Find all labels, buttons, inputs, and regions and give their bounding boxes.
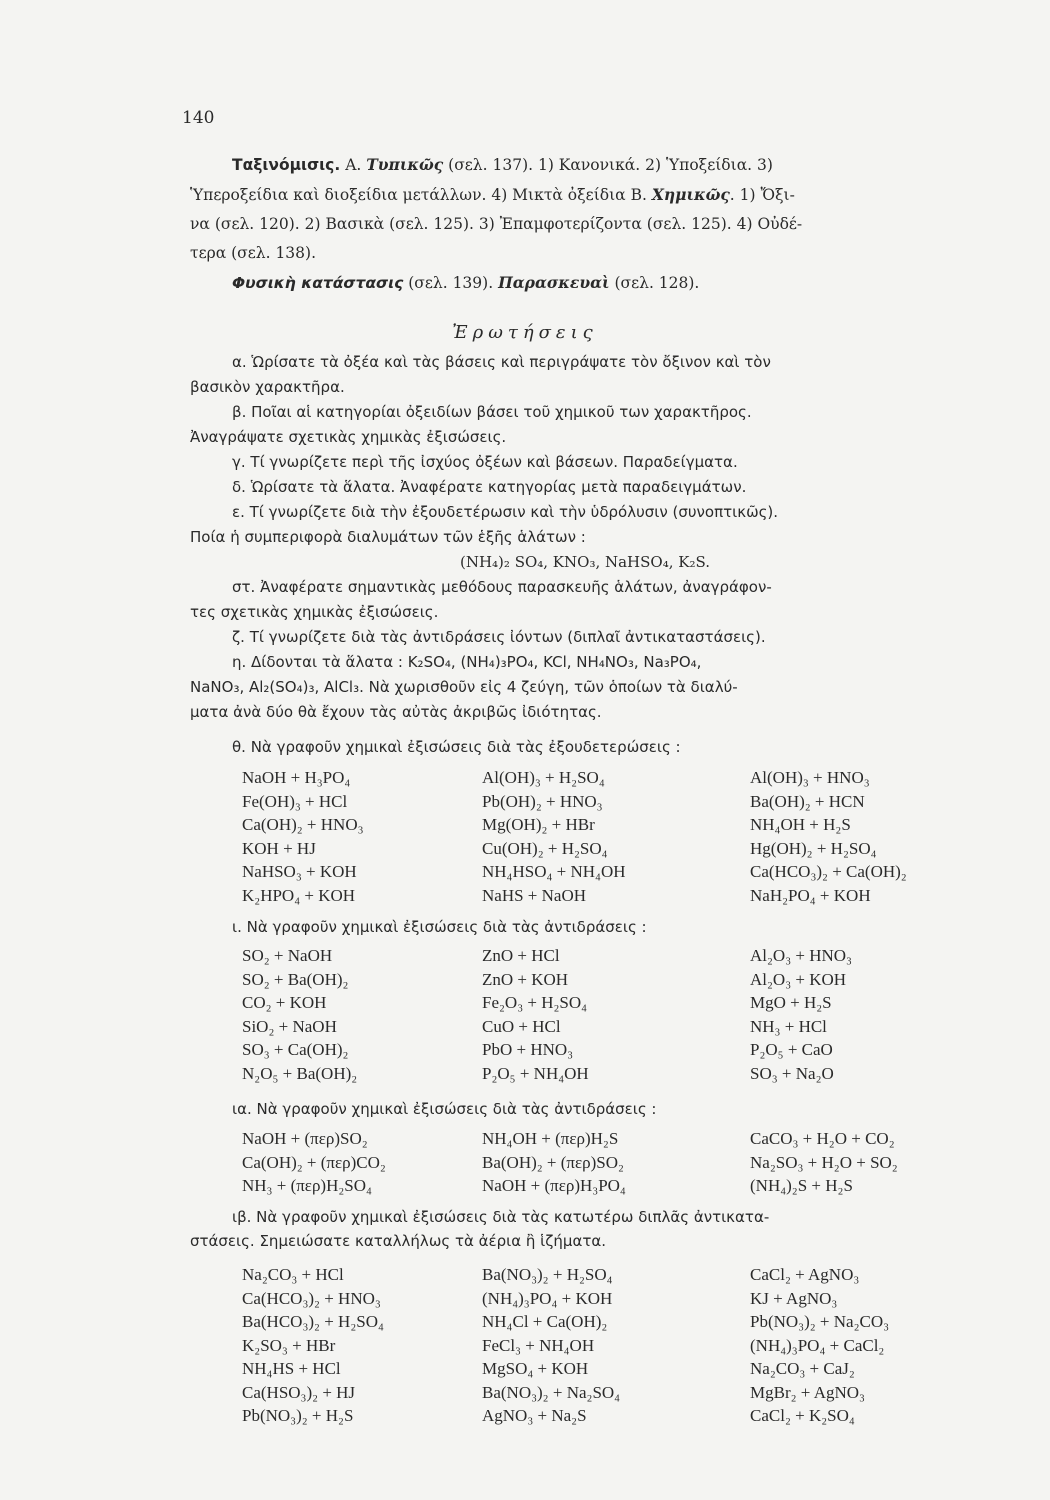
ib-heading-line2: στάσεις. Σημειώσατε καταλλήλως τὰ ἀέρια ἢ ἱζήματα.: [190, 1232, 607, 1250]
equation-row: [242, 1015, 982, 1039]
ib-heading-line1: ιβ. Νὰ γραφοῦν χημικαὶ ἐξισώσεις διὰ τὰς κατωτέρω διπλᾶς ἀντικατα-: [232, 1208, 770, 1226]
equation-cell: MgO + H₂S: [750, 993, 832, 1012]
equation-cell: Fe(OH)₃ + HCl: [242, 791, 348, 811]
equation-cell: NaHSO₃ + KOH: [242, 862, 357, 881]
equation-cell: Ca(OH)₂ + (περ)CO₂: [242, 1152, 386, 1172]
equation-cell: Ca(HCO₃)₂ + Ca(OH)₂: [750, 862, 907, 881]
equation-cell: Pb(NO₃)₂ + Na₂CO₃: [750, 1312, 890, 1331]
equation-cell: NaOH + H₃PO₄: [242, 768, 351, 787]
equation-row: [242, 766, 982, 790]
ia-heading: ια. Νὰ γραφοῦν χημικαὶ ἐξισώσεις διὰ τὰς ἀντιδράσεις :: [232, 1100, 657, 1118]
equation-cell: Ba(NO₃)₂ + Na₂SO₄: [482, 1382, 621, 1402]
equation-cell: NH₄OH + H₂S: [750, 815, 851, 834]
equation-cell: Ba(NO₃)₂ + H₂SO₄: [482, 1265, 613, 1284]
equation-row: [242, 968, 982, 992]
equation-cell: NaHS + NaOH: [482, 885, 587, 905]
theta-heading: θ. Νὰ γραφοῦν χημικαὶ ἐξισώσεις διὰ τὰς ἐξουδετερώσεις :: [232, 738, 681, 756]
equation-row: [242, 837, 982, 861]
equation-row: [242, 1174, 982, 1198]
equation-cell: NH₄OH + (περ)H₂S: [482, 1129, 619, 1148]
equation-cell: MgBr₂ + AgNO₃: [750, 1382, 865, 1402]
equation-row: [242, 1334, 982, 1358]
equation-row: [242, 1381, 982, 1405]
equation-cell: ZnO + HCl: [482, 946, 560, 965]
equation-row: [242, 790, 982, 814]
equation-cell: Hg(OH)₂ + H₂SO₄: [750, 838, 877, 858]
equation-cell: NH₄HS + HCl: [242, 1359, 341, 1378]
equation-cell: AgNO₃ + Na₂S: [482, 1406, 587, 1425]
equation-cell: Ca(HCO₃)₂ + HNO₃: [242, 1288, 381, 1308]
equation-cell: CaCO₃ + H₂O + CO₂: [750, 1129, 895, 1148]
chemikos-term: Χημικῶς: [651, 185, 730, 204]
equation-cell: Na₂CO₃ + CaJ₂: [750, 1359, 855, 1378]
equation-row: [242, 991, 982, 1015]
equation-cell: Pb(OH)₂ + HNO₃: [482, 791, 603, 811]
iota-heading: ι. Νὰ γραφοῦν χημικαὶ ἐξισώσεις διὰ τὰς ἀντιδράσεις :: [232, 918, 647, 936]
equation-cell: SO₂ + NaOH: [242, 946, 333, 965]
page-number: 140: [182, 108, 215, 128]
equation-cell: NH₄HSO₄ + NH₄OH: [482, 862, 626, 881]
equation-cell: NH₃ + HCl: [750, 1016, 827, 1036]
equation-cell: SO₂ + Ba(OH)₂: [242, 969, 349, 989]
equation-row: [242, 884, 982, 908]
equation-cell: Ca(OH)₂ + HNO₃: [242, 815, 364, 834]
equation-row: [242, 813, 982, 837]
equation-row: [242, 1151, 982, 1175]
equation-cell: Fe₂O₃ + H₂SO₄: [482, 993, 588, 1012]
equation-cell: Ca(HSO₃)₂ + HJ: [242, 1382, 356, 1402]
equation-cell: CaCl₂ + AgNO₃: [750, 1265, 860, 1284]
equation-cell: CO₂ + KOH: [242, 993, 327, 1012]
equation-cell: Na₂CO₃ + HCl: [242, 1265, 344, 1284]
physiki-term: Φυσικὴ κατάστασις: [232, 274, 404, 292]
iota-equations: [242, 944, 982, 1085]
equation-cell: PbO + HNO₃: [482, 1040, 574, 1059]
equation-cell: (NH₄)₃PO₄ + KOH: [482, 1288, 613, 1308]
equation-cell: Al₂O₃ + HNO₃: [750, 946, 852, 965]
equation-cell: Na₂SO₃ + H₂O + SO₂: [750, 1152, 898, 1172]
equation-row: [242, 1357, 982, 1381]
classification-paragraph: Ταξινόμισις. Α. Τυπικῶς (σελ. 137). 1) Κανονικά. 2) Ὑποξείδια. 3) Ὑπεροξείδια καὶ διοξείδια μετάλλων. 4) Μικτὰ ὀξείδια Β. Χημικῶς. 1) Ὄξι- να (σελ. 120). 2) Βασικὰ (σελ. 125). 3) Ἐπαμφοτερίζοντα (σελ. 125). 4) Οὐδέ- τερα (σελ. 138). Φυσικὴ κατάστασις (σελ. 139). Παρασκευαὶ (σελ. 128).: [190, 155, 803, 292]
equation-cell: Al₂O₃ + KOH: [750, 969, 847, 989]
equation-row: [242, 1127, 982, 1151]
equation-cell: NaOH + (περ)SO₂: [242, 1129, 368, 1148]
ib-equations: [242, 1263, 982, 1428]
equation-row: [242, 1310, 982, 1334]
equation-cell: Pb(NO₃)₂ + H₂S: [242, 1406, 354, 1425]
paraskeuai-term: Παρασκευαὶ: [498, 273, 610, 292]
equation-cell: K₂HPO₄ + KOH: [242, 885, 356, 905]
equation-cell: SO₃ + Na₂O: [750, 1063, 834, 1083]
equation-row: [242, 944, 982, 968]
questions-block: α. Ὡρίσατε τὰ ὀξέα καὶ τὰς βάσεις καὶ περιγράψατε τὸν ὄξινον καὶ τὸν βασικὸν χαρακτῆρα. β. Ποῖαι αἱ κατηγορίαι ὀξειδίων βάσει τοῦ χημικοῦ των χαρακτῆρος. Ἀναγράψατε σχετικὰς χημικὰς ἐξισώσεις. γ. Τί γνωρίζετε περὶ τῆς ἰσχύος ὀξέων καὶ βάσεων. Παραδείγματα. δ. Ὡρίσατε τὰ ἅλατα. Ἀναφέρατε κατηγορίας μετὰ παραδειγμάτων. ε. Τί γνωρίζετε διὰ τὴν ἐξουδετέρωσιν καὶ τὴν ὑδρόλυσιν (συνοπτικῶς). Ποία ἡ συμπεριφορὰ διαλυμάτων τῶν ἑξῆς ἁλάτων : (NH₄)₂ SO₄, KNO₃, NaHSO₄, K₂S. στ. Ἀναφέρατε σημαντικὰς μεθόδους παρασκευῆς ἁλάτων, ἀναγράφον- τες σχετικὰς χημικὰς ἐξισώσεις. ζ. Τί γνωρίζετε διὰ τὰς ἀντιδράσεις ἰόντων (διπλαῖ ἀντικαταστάσεις). η. Δίδονται τὰ ἅλατα : K₂SO₄, (NH₄)₃PO₄, KCl, NH₄NO₃, Na₃PO₄, NaNO₃, Al₂(SO₄)₃, AlCl₃. Νὰ χωρισθοῦν εἰς 4 ζεύγη, τῶν ὁποίων τὰ διαλύ- ματα ἀνὰ δύο θὰ ἔχουν τὰς αὐτὰς ἀκριβῶς ἰδιότητας.: [190, 353, 779, 721]
equation-row: [242, 1287, 982, 1311]
equation-cell: MgSO₄ + KOH: [482, 1359, 589, 1378]
equation-cell: KOH + HJ: [242, 838, 316, 858]
equation-cell: FeCl₃ + NH₄OH: [482, 1335, 595, 1355]
equation-cell: Al(OH)₃ + H₂SO₄: [482, 768, 605, 787]
equation-cell: P₂O₅ + NH₄OH: [482, 1063, 589, 1083]
equation-cell: Mg(OH)₂ + HBr: [482, 815, 595, 834]
classification-label: Ταξινόμισις.: [232, 156, 341, 174]
equation-cell: (NH₄)₃PO₄ + CaCl₂: [750, 1335, 885, 1355]
equation-row: [242, 1263, 982, 1287]
typikos-term: Τυπικῶς: [366, 155, 444, 174]
equation-cell: CaCl₂ + K₂SO₄: [750, 1406, 855, 1425]
equation-cell: ZnO + KOH: [482, 969, 569, 989]
questions-heading: Ἐρωτήσεις: [452, 322, 598, 343]
equation-cell: Ba(HCO₃)₂ + H₂SO₄: [242, 1312, 384, 1331]
equation-cell: P₂O₅ + CaO: [750, 1040, 833, 1059]
equation-cell: K₂SO₃ + HBr: [242, 1335, 336, 1355]
equation-cell: SiO₂ + NaOH: [242, 1016, 337, 1036]
equation-cell: KJ + AgNO₃: [750, 1288, 838, 1308]
equation-cell: Cu(OH)₂ + H₂SO₄: [482, 838, 608, 858]
equation-row: [242, 1062, 982, 1086]
equation-cell: (NH₄)₂S + H₂S: [750, 1176, 853, 1195]
equation-row: [242, 860, 982, 884]
equation-row: [242, 1404, 982, 1428]
equation-cell: NH₄Cl + Ca(OH)₂: [482, 1312, 608, 1331]
equation-cell: N₂O₅ + Ba(OH)₂: [242, 1063, 358, 1083]
equation-cell: NH₃ + (περ)H₂SO₄: [242, 1176, 372, 1195]
equation-cell: CuO + HCl: [482, 1016, 561, 1036]
equation-cell: NaH₂PO₄ + KOH: [750, 885, 871, 905]
ia-equations: [242, 1127, 982, 1198]
equation-row: [242, 1038, 982, 1062]
equation-cell: SO₃ + Ca(OH)₂: [242, 1040, 349, 1059]
equation-cell: Ba(OH)₂ + HCN: [750, 791, 865, 811]
equation-cell: Al(OH)₃ + HNO₃: [750, 768, 870, 787]
equation-cell: NaOH + (περ)H₃PO₄: [482, 1176, 626, 1195]
theta-equations: [242, 766, 982, 907]
equation-cell: Ba(OH)₂ + (περ)SO₂: [482, 1152, 624, 1172]
